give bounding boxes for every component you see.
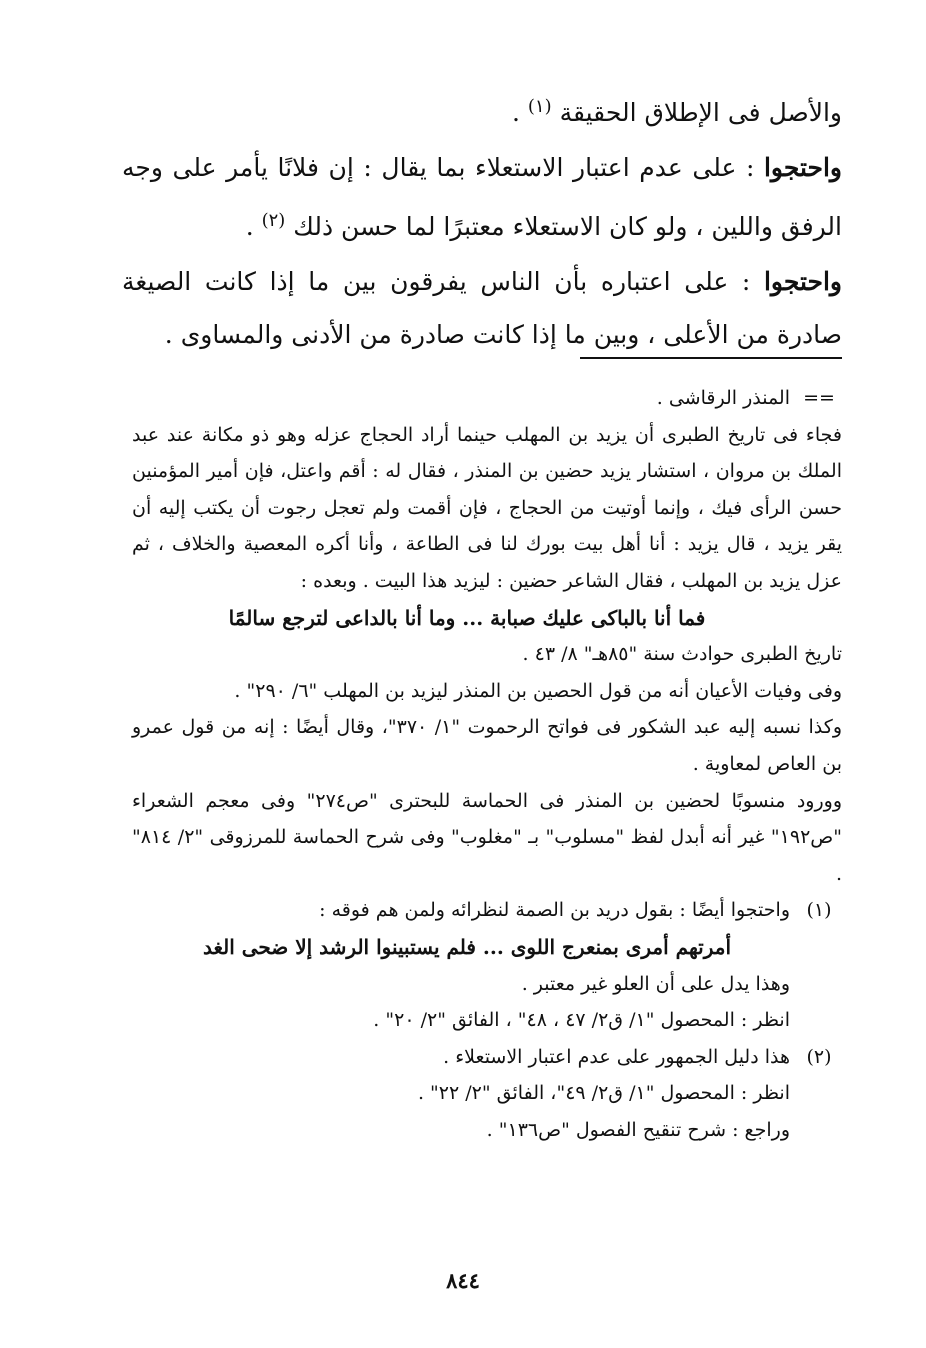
paragraph-1 — [122, 80, 842, 139]
verse-2: أمرتهم أمرى بمنعرج اللوى ... فلم يستبينوا الرشد إلا ضحى الغد — [202, 934, 732, 959]
paragraph-1-text: والأصل فى الإطلاق الحقيقة — [559, 98, 842, 127]
continuation-marker: == — [803, 387, 835, 409]
paragraph-2-lead: واحتجوا — [763, 153, 842, 182]
paragraph-3-lead: واحتجوا — [763, 267, 842, 296]
footnote-paragraph: فجاء فى تاريخ الطبرى أن يزيد بن المهلب حينما أراد الحجاج عزله وهو ذو مكانة عند عبد الملك بن مروان ، استشار يزيد حضين بن المنذر ، فقال له : أقم واعتل، فإن أمير المؤمنين حسن الرأى فيك ، وإنما أوتيت من الحجاج ، فإن أقمت ولم تعجل رجوت أن يكتب إليه أن يقر يزيد ، قال يزيد : أنا أهل بيت بورك لنا فى الطاعة ، وأنا أكره المعصية والخلاف ، ثم عزل يزيد بن المهلب ، فقال الشاعر حضين : ليزيد هذا البيت . وبعده : — [132, 423, 842, 592]
verse-1: فما أنا بالباكى عليك صبابة ... وما أنا بالداعى لترجع سالمًا — [228, 605, 706, 630]
footnotes — [132, 380, 842, 1148]
footnote-continuation — [132, 380, 842, 417]
footnote-separator — [580, 357, 842, 359]
footnote-line: وكذا نسبه إليه عبد الشكور فى فواتح الرحموت "١/ ٣٧٠"، وقال أيضًا : إنه من قول عمرو بن العاص لمعاوية . — [132, 716, 842, 775]
main-text — [122, 80, 842, 361]
paragraph-1-end: . — [511, 98, 528, 127]
footnote-2-marker: (٢) — [806, 1045, 832, 1068]
footnote-line: تاريخ الطبرى حوادث سنة "٨٥هـ" ٨/ ٤٣ . — [522, 643, 842, 666]
footnote-line: وهذا يدل على أن العلو غير معتبر . — [521, 972, 790, 995]
footnote-2-text: هذا دليل الجمهور على عدم اعتبار الاستعلاء . — [443, 1045, 790, 1068]
footnote-line: وفى وفيات الأعيان أنه من قول الحصين بن المنذر ليزيد بن المهلب "٦/ ٢٩٠" . — [234, 679, 842, 702]
footnote-1-text: واحتجوا أيضًا : بقول دريد بن الصمة لنظرائه ولمن هم فوقه : — [319, 899, 790, 922]
footnote-line: وراجع : شرح تنقيح الفصول "ص١٣٦" . — [486, 1118, 790, 1141]
footnote-ref-2: (٢) — [261, 210, 286, 231]
footnote-line: المنذر الرقاشى . — [656, 387, 790, 409]
footnote-line: انظر : المحصول "١/ ق٢/ ٤٧ ، ٤٨" ، الفائق "٢/ ٢٠" . — [373, 1009, 790, 1032]
page-number: ٨٤٤ — [446, 1268, 480, 1293]
footnote-1-marker: (١) — [806, 899, 832, 922]
footnote-ref-1: (١) — [527, 96, 552, 117]
paragraph-3-text: : على اعتباره بأن الناس يفرقون بين ما إذا كانت الصيغة صادرة من الأعلى ، وبين ما إذا كانت صادرة من الأدنى والمساوى . — [122, 267, 842, 349]
footnote-line: وورود منسوبًا لحضين بن المنذر فى الحماسة للبحترى "ص٢٧٤" وفى معجم الشعراء "ص١٩٢" غير أنه أبدل لفظ "مسلوب" بـ "مغلوب" وفى شرح الحماسة للمرزوقى "٢/ ٨١٤" . — [132, 789, 842, 885]
footnote-1 — [132, 892, 842, 929]
paragraph-2 — [122, 141, 842, 253]
paragraph-2-end: . — [245, 212, 262, 241]
footnote-2 — [132, 1039, 842, 1076]
paragraph-3 — [122, 255, 842, 361]
footnote-line: انظر : المحصول "١/ ق٢/ ٤٩"، الفائق "٢/ ٢٢" . — [417, 1082, 790, 1105]
paragraph-2-text: : على عدم اعتبار الاستعلاء بما يقال : إن فلانًا يأمر على وجه الرفق واللين ، ولو كان الاستعلاء معتبرًا لما حسن ذلك — [122, 153, 842, 241]
